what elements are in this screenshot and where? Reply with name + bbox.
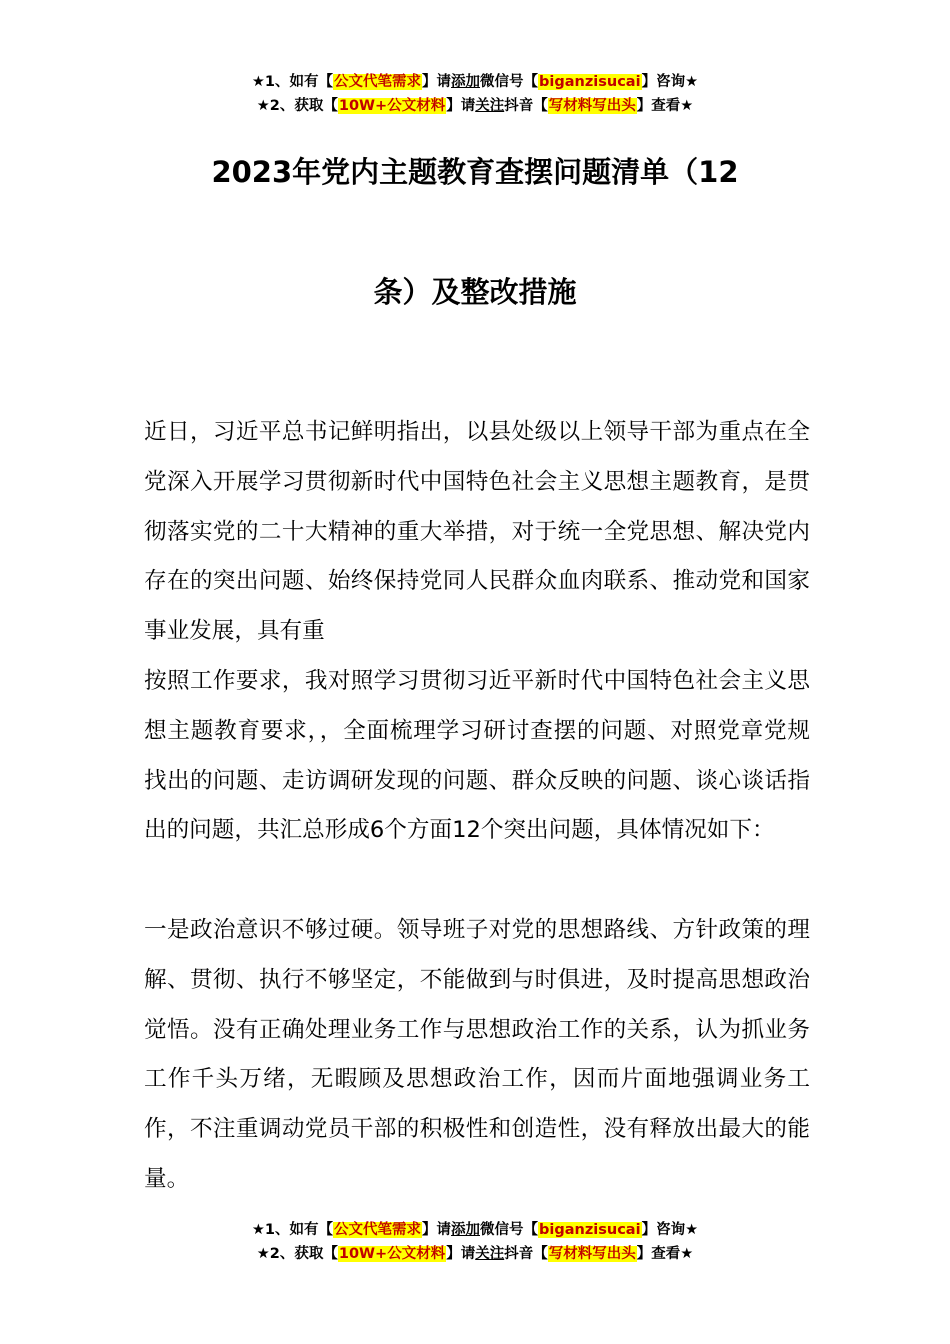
top-banner (0, 70, 950, 118)
highlight-douyin-id: 写材料写出头 (548, 1246, 636, 1262)
banner-line-1 (0, 1218, 950, 1242)
bottom-banner (0, 1218, 950, 1266)
banner-text: 】请 (422, 1222, 452, 1238)
banner-add-text: 添加 (451, 1222, 481, 1238)
banner-line-1 (0, 70, 950, 94)
banner-text: ★2、获取【 (256, 1246, 338, 1262)
highlight-service: 公文代笔需求 (334, 74, 422, 90)
highlight-materials: 10W+公文材料 (338, 98, 446, 114)
banner-text: 】请 (422, 74, 452, 90)
banner-text: 抖音【 (504, 1246, 548, 1262)
banner-follow-text: 关注 (475, 1246, 505, 1262)
banner-text: 】查看★ (636, 1246, 694, 1262)
banner-text: ★1、如有【 (251, 1222, 334, 1238)
paragraph-1: 近日，习近平总书记鲜明指出，以县处级以上领导干部为重点在全党深入开展学习贯彻新时代中国特色社会主义思想主题教育，是贯彻落实党的二十大精神的重大举措，对于统一全党思想、解决党内存在的突出问题、始终保持党同人民群众血肉联系、推动党和国家事业发展，具有重 (144, 419, 810, 645)
highlight-wechat-id: biganzisucai (539, 74, 641, 90)
banner-text: 】查看★ (636, 98, 694, 114)
banner-text: 】咨询★ (641, 74, 699, 90)
banner-line-2 (0, 94, 950, 118)
page-title-line-1: 2023年党内主题教育查摆问题清单（12 (211, 155, 739, 189)
banner-text: ★2、获取【 (256, 98, 338, 114)
paragraph-3: 一是政治意识不够过硬。领导班子对党的思想路线、方针政策的理解、贯彻、执行不够坚定，不能做到与时俱进，及时提高思想政治觉悟。没有正确处理业务工作与思想政治工作的关系，认为抓业务工作千头万绪，无暇顾及思想政治工作，因而片面地强调业务工作，不注重调动党员干部的积极性和创造性，没有释放出最大的能量。 (144, 917, 810, 1192)
highlight-wechat-id: biganzisucai (539, 1222, 641, 1238)
banner-text: 】请 (446, 1246, 476, 1262)
banner-text: 】咨询★ (641, 1222, 699, 1238)
banner-follow-text: 关注 (475, 98, 505, 114)
paragraph-2: 按照工作要求，我对照学习贯彻习近平新时代中国特色社会主义思想主题教育要求，，全面梳理学习研讨查摆的问题、对照党章党规找出的问题、走访调研发现的问题、群众反映的问题、谈心谈话指出的问题，共汇总形成6个方面12个突出问题，具体情况如下： (144, 668, 810, 844)
banner-text: ★1、如有【 (251, 74, 334, 90)
highlight-douyin-id: 写材料写出头 (548, 98, 636, 114)
banner-line-2 (0, 1242, 950, 1266)
highlight-materials: 10W+公文材料 (338, 1246, 446, 1262)
page-title-line-2: 条）及整改措施 (373, 275, 577, 309)
banner-text: 抖音【 (504, 98, 548, 114)
banner-add-text: 添加 (451, 74, 481, 90)
banner-text: 微信号【 (480, 74, 539, 90)
banner-text: 微信号【 (480, 1222, 539, 1238)
highlight-service: 公文代笔需求 (334, 1222, 422, 1238)
banner-text: 】请 (446, 98, 476, 114)
